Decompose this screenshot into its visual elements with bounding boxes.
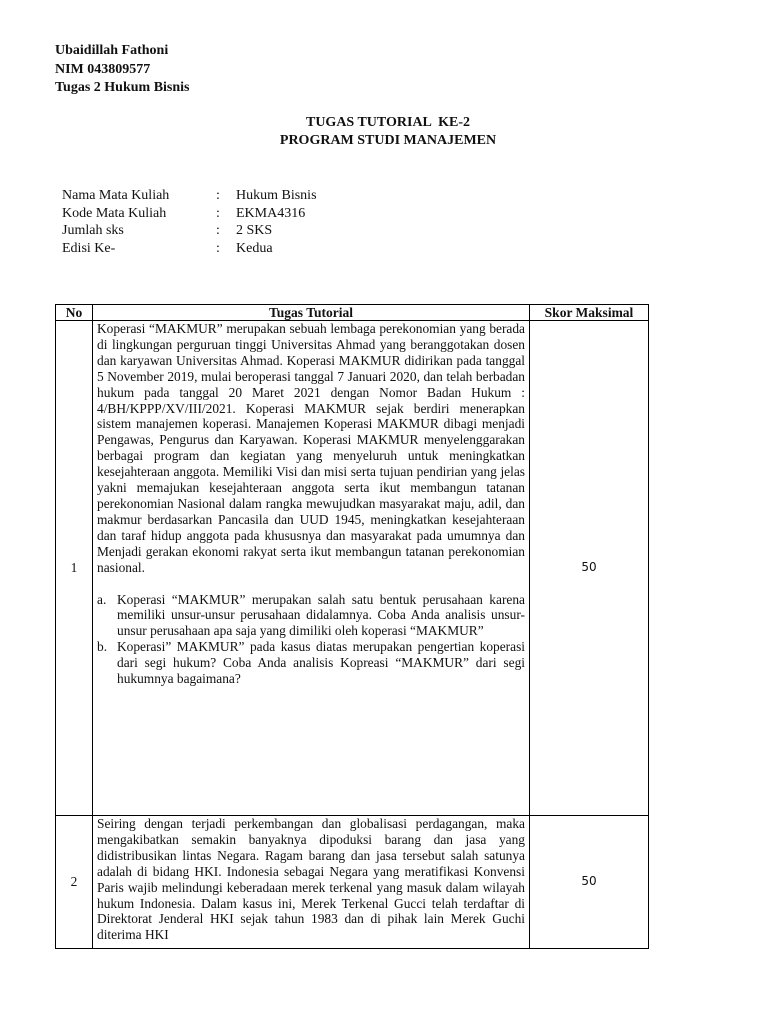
header-no: No — [56, 305, 93, 321]
row-score: 50 — [530, 816, 649, 949]
course-info-value: 2 SKS — [236, 223, 273, 238]
course-info-sep: : — [216, 188, 220, 203]
course-info-label: Jumlah sks — [62, 223, 124, 238]
row-number: 1 — [56, 321, 93, 816]
course-info-table — [62, 187, 317, 257]
table-row — [56, 816, 649, 949]
course-info-value: Hukum Bisnis — [236, 188, 317, 203]
course-info-value: Kedua — [236, 240, 273, 256]
row-score: 50 — [530, 321, 649, 816]
course-info-label: Nama Mata Kuliah — [62, 188, 170, 203]
task-cell — [93, 321, 530, 816]
title-line-1: TUGAS TUTORIAL KE-2 — [305, 115, 471, 130]
student-name: Ubaidillah Fathoni — [55, 43, 169, 58]
question-list — [97, 592, 525, 687]
course-info-sep: : — [216, 205, 220, 221]
course-info-sep: : — [216, 240, 220, 256]
course-info-label: Kode Mata Kuliah — [62, 205, 167, 221]
task-cell — [93, 816, 530, 949]
document-title — [0, 114, 768, 150]
tasks-table — [55, 304, 649, 949]
question-marker: b. — [97, 639, 108, 655]
course-info-row — [62, 222, 317, 240]
header-task: Tugas Tutorial — [93, 305, 530, 321]
assignment-name: Tugas 2 Hukum Bisnis — [55, 80, 190, 95]
table-row — [56, 321, 649, 816]
task-paragraph: Koperasi “MAKMUR” merupakan sebuah lembaga perekonomian yang berada di lingkungan perguruan tinggi Universitas Ahmad yang beranggotakan dosen dan karyawan Universitas Ahmad. Koperasi MAKMUR didirikan pada tanggal 5 November 2019, mulai beroperasi tanggal 7 Januari 2020, dan telah berbadan hukum pada tanggal 20 Maret 2021 dengan Nomor Badan Hukum : 4/BH/KPPP/XV/III/2021. Koperasi MAKMUR sejak berdiri menerapkan sistem manajemen koperasi. Manajemen Koperasi MAKMUR dibagi menjadi Pengawas, Pengurus dan Karyawan. Koperasi MAKMUR menyelenggarakan berbagai program dan kegiatan yang menyeluruh untuk meningkatkan kesejahteraan anggota. Memiliki Visi dan misi serta tujuan pendirian yang jelas yakni memajukan kesejahteraan anggota serta ikut membangun tatanan perekonomian Nasional dalam rangka mewujudkan masyarakat maju, adil, dan makmur berdasarkan Pancasila dan UUD 1945, meningkatkan kesejahteraan dan taraf hidup anggota pada khususnya dan masyarakat pada umumnya dan Menjadi gerakan ekonomi rakyat serta ikut membangun tatanan perekonomian nasional. — [97, 321, 525, 575]
course-info-value: EKMA4316 — [236, 205, 306, 221]
course-info-sep: : — [216, 223, 220, 238]
course-info-row — [62, 240, 317, 258]
header-score: Skor Maksimal — [530, 305, 649, 321]
task-paragraph: Seiring dengan terjadi perkembangan dan globalisasi perdagangan, maka mengakibatkan semakin banyaknya dipoduksi barang dan jasa yang didistribusikan lintas Negara. Ragam barang dan jasa tersebut salah satunya adalah di bidang HKI. Indonesia sebagai Negara yang meratifikasi Konvensi Paris wajib melindungi keberadaan merek terkenal yang masuk dalam wilayah hukum Indonesia. Dalam kasus ini, Merek Terkenal Gucci telah terdaftar di Direktorat Jenderal HKI sejak tahun 1983 dan di pihak lain Merek Guchi diterima HKI — [97, 816, 525, 943]
question-text: Koperasi “MAKMUR” merupakan salah satu bentuk perusahaan karena memiliki unsur-unsur perusahaan didalamnya. Coba Anda analisis unsur-unsur perusahaan apa saja yang dimiliki oleh koperasi “MAKMUR” — [117, 591, 525, 639]
question-text: Koperasi” MAKMUR” pada kasus diatas merupakan pengertian koperasi dari segi hukum? Coba Anda analisis Kopreasi “MAKMUR” dari segi hukumnya bagaimana? — [117, 639, 525, 687]
course-info-row — [62, 187, 317, 205]
student-info — [55, 42, 190, 98]
question-marker: a. — [97, 591, 107, 607]
row-number: 2 — [56, 816, 93, 949]
question-item — [97, 592, 525, 640]
course-info-row — [62, 205, 317, 223]
student-nim: NIM 043809577 — [55, 61, 151, 77]
course-info-label: Edisi Ke- — [62, 240, 116, 256]
question-item — [97, 639, 525, 687]
title-line-2: PROGRAM STUDI MANAJEMEN — [279, 133, 497, 148]
table-header-row — [56, 305, 649, 321]
